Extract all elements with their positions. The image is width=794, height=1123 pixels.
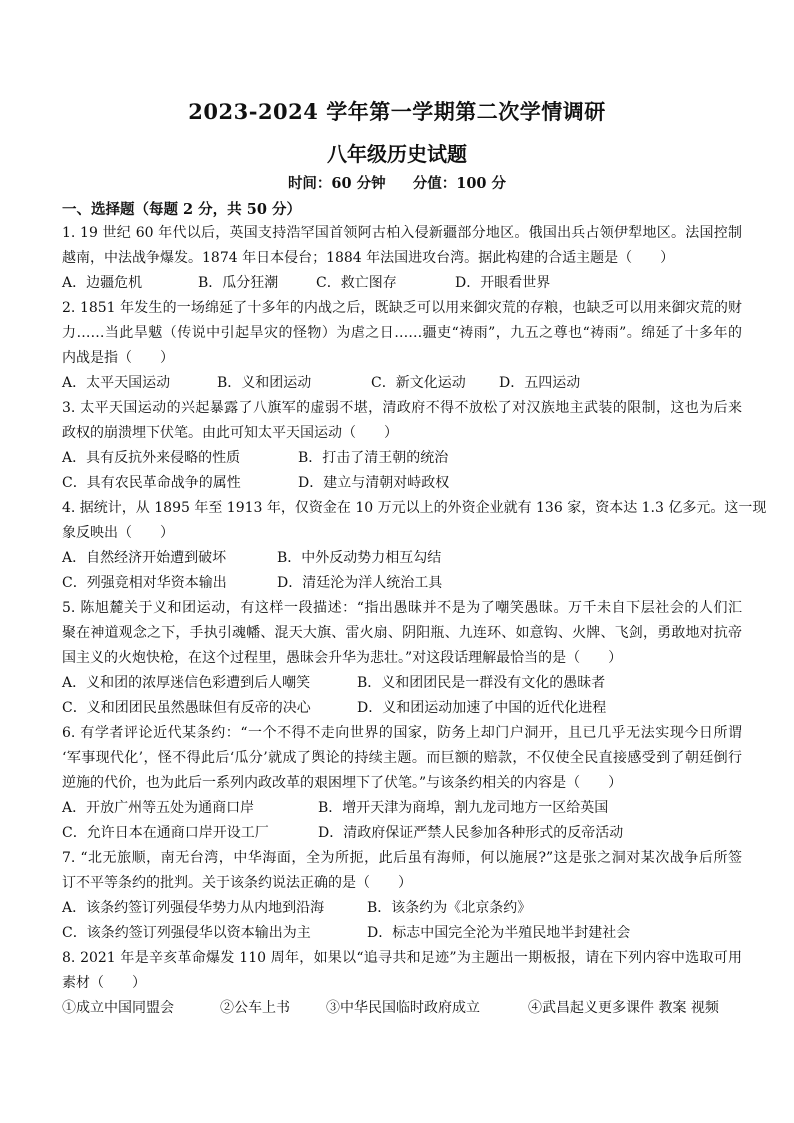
question-8-options bbox=[62, 999, 742, 1017]
option-b: B．义和团团民是一群没有文化的愚昧者 bbox=[357, 675, 606, 691]
question-5-line-3: 国主义的火炮快枪，在这个过程里，愚昧会升华为悲壮。”对这段话理解最恰当的是（ ） bbox=[62, 650, 623, 666]
option-2: ②公车上书 bbox=[220, 1000, 290, 1016]
option-c: C．允许日本在通商口岸开设工厂 bbox=[62, 825, 269, 841]
option-c: C．救亡图存 bbox=[316, 275, 397, 291]
option-a: A．具有反抗外来侵略的性质 bbox=[62, 450, 241, 466]
question-7-options-row-1 bbox=[62, 899, 742, 917]
option-b: B．打击了清王朝的统治 bbox=[298, 450, 449, 466]
option-c: C．列强竞相对华资本输出 bbox=[62, 575, 227, 591]
option-a: A．自然经济开始遭到破坏 bbox=[62, 550, 227, 566]
question-7-line-2: 订不平等条约的批判。关于该条约说法正确的是（ ） bbox=[62, 875, 412, 891]
exam-title: 2023-2024 学年第一学期第二次学情调研 bbox=[188, 99, 606, 124]
exam-subtitle: 八年级历史试题 bbox=[327, 142, 467, 166]
option-b: B．瓜分狂潮 bbox=[198, 275, 279, 291]
option-d: D．义和团运动加速了中国的近代化进程 bbox=[357, 700, 607, 716]
option-d: D．开眼看世界 bbox=[455, 275, 551, 291]
question-4-options-row-1 bbox=[62, 549, 742, 567]
option-d: D．清廷沦为洋人统治工具 bbox=[277, 575, 443, 591]
question-6-line-2: ‘军事现代化’，怪不得此后‘瓜分’就成了舆论的持续主题。而巨额的赔款，不仅使全民直接感受到了朝廷倒行 bbox=[62, 750, 742, 766]
question-5-line-1: 5. 陈旭麓关于义和团运动，有这样一段描述：“指出愚昧并不是为了嘲笑愚昧。万千未自下层社会的人们汇 bbox=[62, 600, 742, 616]
option-a: A．义和团的浓厚迷信色彩遭到后人嘲笑 bbox=[62, 675, 311, 691]
question-1-line-1: 1. 19 世纪 60 年代以后，英国支持浩罕国首领阿古柏入侵新疆部分地区。俄国出兵占领伊犁地区。法国控制 bbox=[62, 225, 742, 241]
option-d: D．五四运动 bbox=[499, 375, 581, 391]
question-2-line-3: 内战是指（ ） bbox=[62, 350, 174, 366]
question-6-line-3: 逆施的代价，也为此后一系列内政改革的艰困埋下了伏笔。”与该条约相关的内容是（ ） bbox=[62, 775, 623, 791]
question-5-options-row-1 bbox=[62, 674, 742, 692]
question-3-line-1: 3. 太平天国运动的兴起暴露了八旗军的虚弱不堪，清政府不得不放松了对汉族地主武装的限制，这也为后来 bbox=[62, 400, 742, 416]
option-b: B．增开天津为商埠，割九龙司地方一区给英国 bbox=[318, 800, 609, 816]
question-6-line-1: 6. 有学者评论近代某条约：“一个不得不走向世界的国家，防务上却门户洞开，且已几乎无法实现今日所谓 bbox=[62, 725, 742, 741]
option-a: A．边疆危机 bbox=[62, 275, 143, 291]
question-8-line-2: 素材（ ） bbox=[62, 975, 146, 991]
question-6-options-row-2 bbox=[62, 824, 742, 842]
option-b: B．义和团运动 bbox=[217, 375, 312, 391]
question-2-line-2: 力……当此旱魃（传说中引起旱灾的怪物）为虐之日……疆吏“祷雨”，九五之尊也“祷雨”。绵延了十多年的 bbox=[62, 325, 742, 341]
option-c: C．新文化运动 bbox=[371, 375, 466, 391]
question-3-line-2: 政权的崩溃埋下伏笔。由此可知太平天国运动（ ） bbox=[62, 425, 398, 441]
option-a: A．太平天国运动 bbox=[62, 375, 171, 391]
question-4-line-1: 4. 据统计，从 1895 年至 1913 年，仅资金在 10 万元以上的外资企业就有 136 家，资本达 1.3 亿多元。这一现 bbox=[62, 500, 767, 516]
question-8-line-1: 8. 2021 年是辛亥革命爆发 110 周年，如果以“追寻共和足迹”为主题出一期板报，请在下列内容中选取可用 bbox=[62, 950, 742, 966]
question-3-options-row-1 bbox=[62, 449, 742, 467]
option-4: ④武昌起义更多课件 教案 视频 bbox=[528, 1000, 719, 1016]
question-3-options-row-2 bbox=[62, 474, 742, 492]
option-1: ①成立中国同盟会 bbox=[62, 1000, 174, 1016]
exam-time: 时间：60 分钟 bbox=[287, 175, 386, 192]
question-5-options-row-2 bbox=[62, 699, 742, 717]
question-1-line-2: 越南，中法战争爆发。1874 年日本侵台；1884 年法国进攻台湾。据此构建的合适主题是（ ） bbox=[62, 250, 675, 266]
question-7-options-row-2 bbox=[62, 924, 742, 942]
question-7-line-1: 7. “北无旅顺，南无台湾，中华海面，全为所扼，此后虽有海师，何以施展?”这是张之洞对某次战争后所签 bbox=[62, 850, 742, 866]
question-6-options-row-1 bbox=[62, 799, 742, 817]
exam-meta bbox=[0, 172, 794, 193]
option-d: D．建立与清朝对峙政权 bbox=[298, 475, 450, 491]
option-b: B．该条约为《北京条约》 bbox=[367, 900, 532, 916]
question-2-line-1: 2. 1851 年发生的一场绵延了十多年的内战之后，既缺乏可以用来御灾荒的存粮，也缺乏可以用来御灾荒的财 bbox=[62, 300, 742, 316]
option-c: C．具有农民革命战争的属性 bbox=[62, 475, 241, 491]
option-d: D．清政府保证严禁人民参加各种形式的反帝活动 bbox=[318, 825, 624, 841]
option-a: A．开放广州等五处为通商口岸 bbox=[62, 800, 255, 816]
question-2-options bbox=[62, 374, 742, 392]
option-a: A．该条约签订列强侵华势力从内地到沿海 bbox=[62, 900, 325, 916]
exam-score: 分值：100 分 bbox=[412, 175, 507, 192]
option-b: B．中外反动势力相互勾结 bbox=[277, 550, 442, 566]
question-5-line-2: 聚在神道观念之下，手执引魂幡、混天大旗、雷火扇、阴阳瓶、九连环、如意钩、火牌、飞剑，勇敢地对抗帝 bbox=[62, 625, 742, 641]
option-c: C．该条约签订列强侵华以资本输出为主 bbox=[62, 925, 311, 941]
option-3: ③中华民国临时政府成立 bbox=[326, 1000, 480, 1016]
question-1-options bbox=[62, 274, 742, 292]
question-4-line-2: 象反映出（ ） bbox=[62, 525, 174, 541]
option-c: C．义和团团民虽然愚昧但有反帝的决心 bbox=[62, 700, 311, 716]
option-d: D．标志中国完全沦为半殖民地半封建社会 bbox=[367, 925, 631, 941]
section-heading: 一、选择题（每题 2 分，共 50 分） bbox=[62, 201, 301, 218]
question-4-options-row-2 bbox=[62, 574, 742, 592]
